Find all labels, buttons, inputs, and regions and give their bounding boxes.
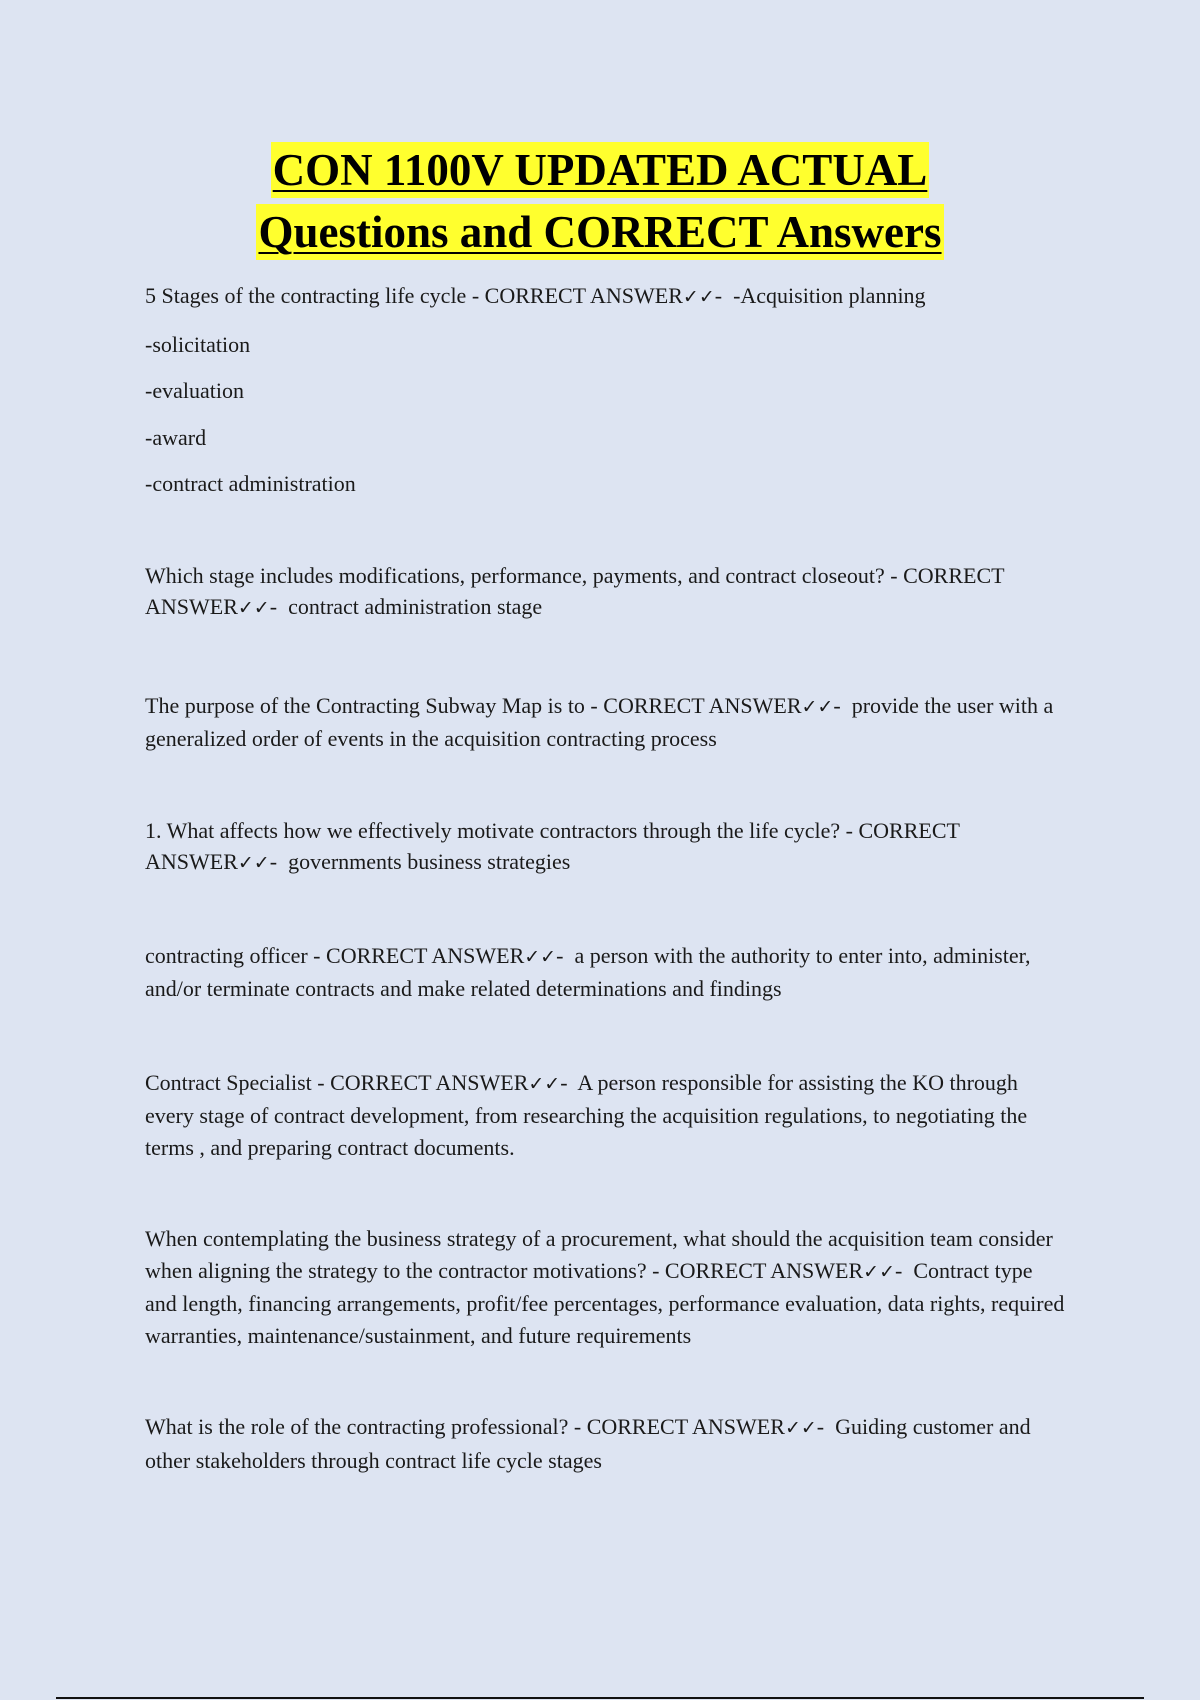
- footer-divider: [56, 1697, 1144, 1699]
- title-line-1: CON 1100V UPDATED ACTUAL: [271, 142, 930, 198]
- answer-marker: CORRECT ANSWER: [586, 1414, 785, 1439]
- checkmark-icon: ✓✓: [528, 1072, 561, 1095]
- answer-marker: CORRECT ANSWER: [145, 817, 960, 874]
- stage-item: -evaluation: [145, 378, 244, 403]
- qa-item-5: contracting officer - CORRECT ANSWER✓✓- a person with the authority to enter into, administer, and/or terminate contracts and make related determinations and findings: [145, 942, 1031, 1001]
- checkmark-icon: ✓✓: [237, 852, 270, 874]
- answer-text: -Acquisition planning: [733, 283, 926, 308]
- answer-text: Guiding customer and other stakeholders through contract life cycle stages: [145, 1414, 1031, 1473]
- qa-item-3: The purpose of the Contracting Subway Map is to - CORRECT ANSWER✓✓- provide the user with a generalized order of events in the acquisition contracting process: [145, 692, 1054, 751]
- checkmark-icon: ✓✓: [801, 695, 834, 718]
- answer-text: Contract type and length, financing arrangements, profit/fee percentages, performance evaluation, data rights, required warranties, maintenance/sustainment, and future requirements: [145, 1257, 1065, 1348]
- stage-item: -award: [145, 424, 207, 450]
- question-text: 1. What affects how we effectively motivate contractors through the life cycle? -: [145, 817, 859, 843]
- answer-marker: CORRECT ANSWER: [664, 1257, 864, 1283]
- answer-text: governments business strategies: [288, 849, 571, 874]
- answer-marker: CORRECT ANSWER: [326, 942, 525, 968]
- qa-item-2: Which stage includes modifications, performance, payments, and contract closeout? - CORRECT ANSWER✓✓- contract administration stage: [145, 562, 1005, 619]
- answer-marker: CORRECT ANSWER: [603, 692, 802, 718]
- question-text: 5 Stages of the contracting life cycle -: [145, 283, 485, 308]
- question-text: When contemplating the business strategy of a procurement, what should the acquisition team consider when aligning the strategy to the contractor motivations? -: [145, 1226, 1053, 1283]
- checkmark-icon: ✓✓: [237, 597, 270, 619]
- qa-item-8: What is the role of the contracting professional? - CORRECT ANSWER✓✓- Guiding customer and other stakeholders through contract life cycle stages: [145, 1414, 1031, 1473]
- question-text: Contract Specialist -: [145, 1069, 331, 1095]
- question-text: contracting officer -: [145, 942, 327, 968]
- checkmark-icon: ✓✓: [682, 286, 715, 308]
- answer-marker: CORRECT ANSWER: [484, 283, 683, 308]
- answer-text: contract administration stage: [288, 594, 543, 619]
- answer-text: A person responsible for assisting the KO through every stage of contract development, from researching the acquisition regulations, to negotiating the terms , and preparing contract documents.: [145, 1069, 1028, 1160]
- answer-text: provide the user with a generalized order of events in the acquisition contracting process: [145, 692, 1054, 751]
- checkmark-icon: ✓✓: [524, 945, 557, 968]
- question-text: The purpose of the Contracting Subway Map is to -: [145, 692, 604, 718]
- answer-marker: CORRECT ANSWER: [330, 1069, 529, 1095]
- question-text: What is the role of the contracting professional? -: [145, 1414, 587, 1439]
- answer-text: a person with the authority to enter into, administer, and/or terminate contracts and make related determinations and findings: [145, 942, 1031, 1001]
- checkmark-icon: ✓✓: [863, 1260, 896, 1283]
- qa-item-4: 1. What affects how we effectively motivate contractors through the life cycle? - CORRECT ANSWER✓✓- governments business strategies: [145, 817, 960, 874]
- checkmark-icon: ✓✓: [784, 1417, 817, 1439]
- answer-marker: CORRECT ANSWER: [145, 562, 1005, 619]
- stage-item: -contract administration: [145, 471, 356, 496]
- title-line-2: Questions and CORRECT Answers: [256, 204, 943, 260]
- stage-item: -solicitation: [145, 331, 251, 357]
- qa-item-7: When contemplating the business strategy of a procurement, what should the acquisition team consider when aligning the strategy to the contractor motivations? - CORRECT ANSWER✓✓- Contract type and length, financing arrangements, profit/fee percentages, performance evaluation, data rights, required warranties, maintenance/sustainment, and future requirements: [145, 1226, 1065, 1348]
- document-title: [0, 142, 1200, 266]
- qa-item-6: Contract Specialist - CORRECT ANSWER✓✓- A person responsible for assisting the KO through every stage of contract development, from researching the acquisition regulations, to negotiating the terms , and preparing contract documents.: [145, 1069, 1028, 1160]
- question-text: Which stage includes modifications, performance, payments, and contract closeout? -: [145, 562, 904, 588]
- qa-item-1: 5 Stages of the contracting life cycle - CORRECT ANSWER✓✓- -Acquisition planning: [145, 283, 926, 308]
- document-body: [145, 280, 1065, 1476]
